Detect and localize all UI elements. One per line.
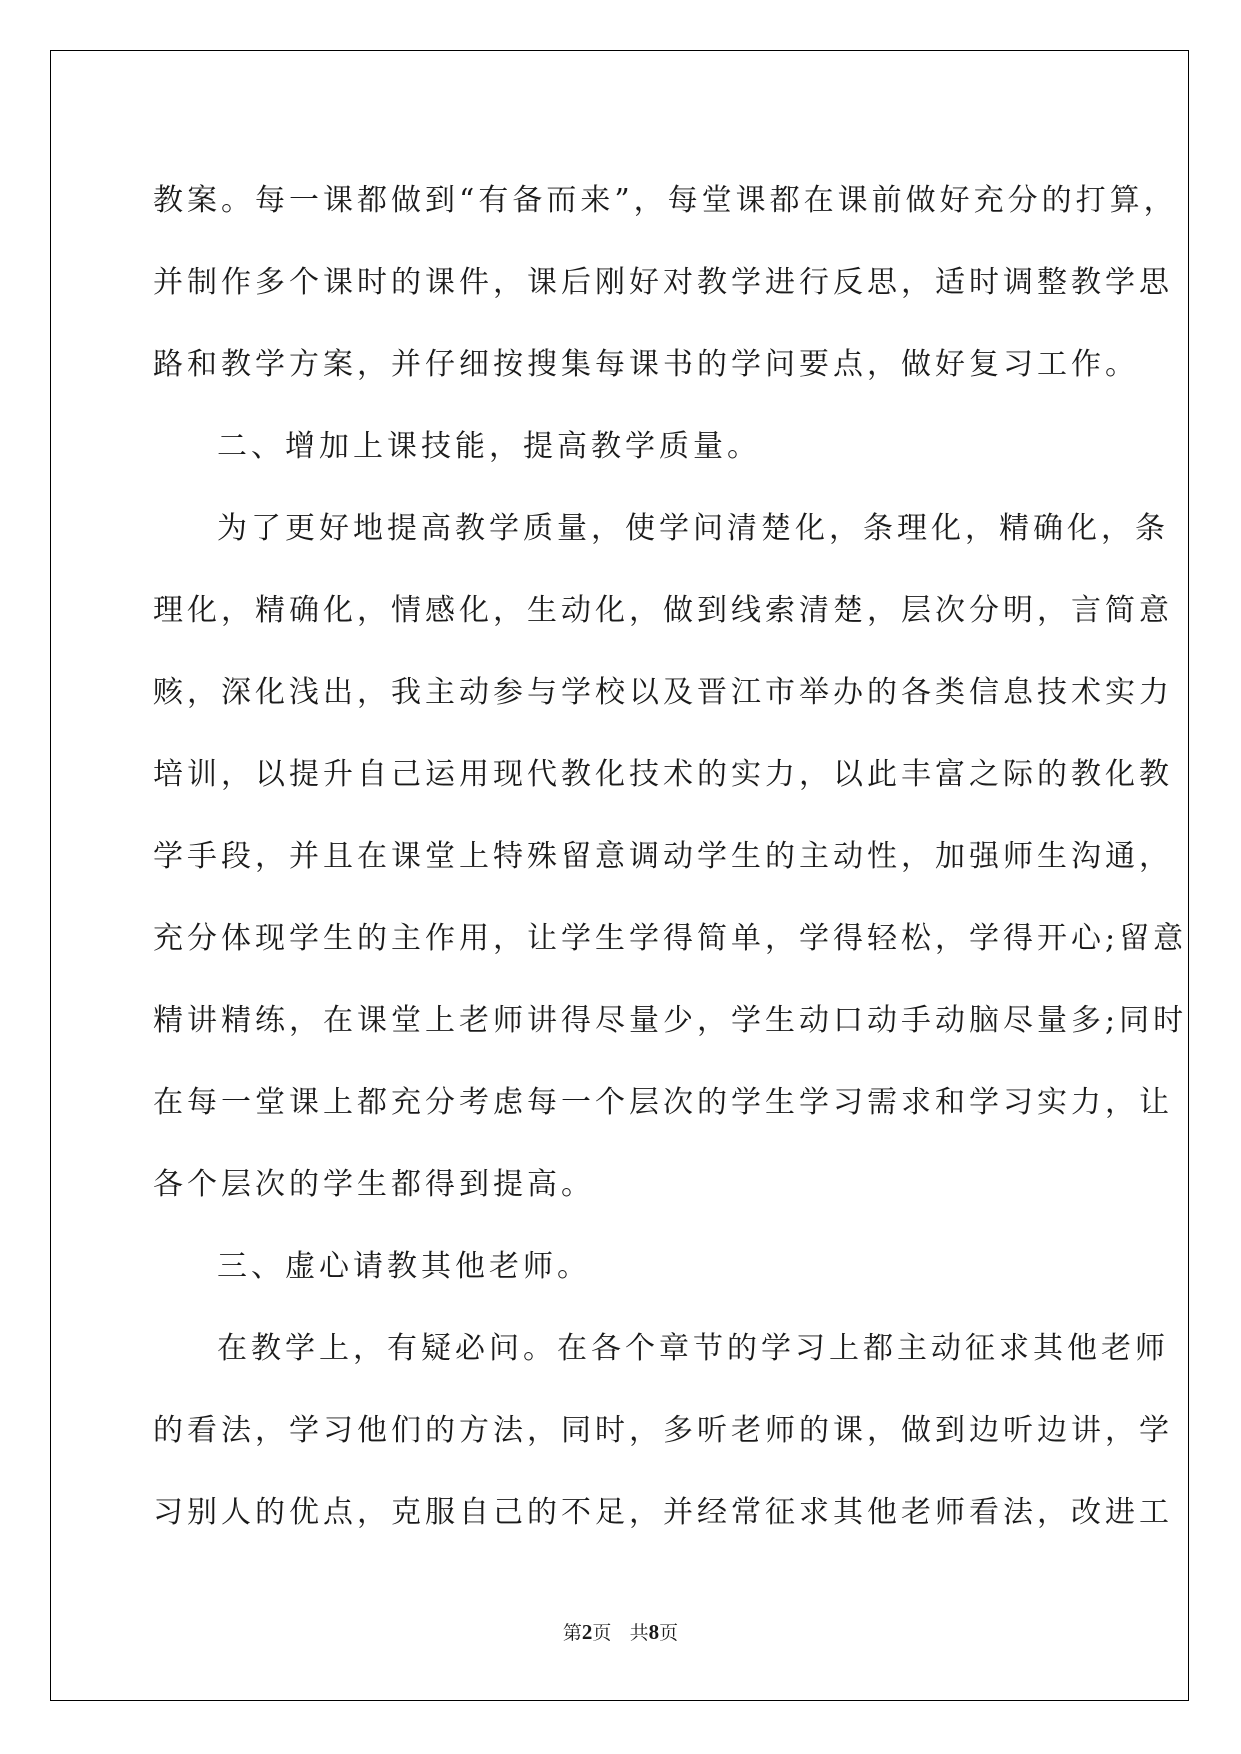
text-line: 习别人的优点，克服自己的不足，并经常征求其他老师看法，改进工 — [153, 1495, 1173, 1530]
text-line: 培训，以提升自己运用现代教化技术的实力，以此丰富之际的教化教 — [153, 757, 1173, 792]
total-prefix: 共 — [629, 1622, 649, 1644]
total-suffix: 页 — [659, 1622, 679, 1644]
total-pages: 8 — [648, 1620, 660, 1644]
section-heading: 二、增加上课技能，提高教学质量。 — [217, 429, 761, 464]
text-line: 并制作多个课时的课件，课后刚好对教学进行反思，适时调整教学思 — [153, 265, 1173, 300]
text-line: 的看法，学习他们的方法，同时，多听老师的课，做到边听边讲，学 — [153, 1413, 1173, 1448]
text-line: 为了更好地提高教学质量，使学问清楚化，条理化，精确化，条 — [217, 511, 1169, 546]
text-line: 学手段，并且在课堂上特殊留意调动学生的主动性，加强师生沟通， — [153, 839, 1173, 874]
page-suffix: 页 — [592, 1622, 612, 1644]
text-line: 赅，深化浅出，我主动参与学校以及晋江市举办的各类信息技术实力 — [153, 675, 1173, 710]
text-line: 各个层次的学生都得到提高。 — [153, 1167, 595, 1202]
document-body — [153, 160, 1188, 1554]
text-line: 精讲精练，在课堂上老师讲得尽量少，学生动口动手动脑尽量多;同时 — [153, 1003, 1188, 1038]
section-heading: 三、虚心请教其他老师。 — [217, 1249, 591, 1284]
text-line: 理化，精确化，情感化，生动化，做到线索清楚，层次分明，言简意 — [153, 593, 1173, 628]
text-line: 路和教学方案，并仔细按搜集每课书的学问要点，做好复习工作。 — [153, 347, 1139, 382]
text-line: 充分体现学生的主作用，让学生学得简单，学得轻松，学得开心;留意 — [153, 921, 1188, 956]
text-line: 在教学上，有疑必问。在各个章节的学习上都主动征求其他老师 — [217, 1331, 1169, 1366]
page-prefix: 第 — [562, 1622, 582, 1644]
text-line: 在每一堂课上都充分考虑每一个层次的学生学习需求和学习实力，让 — [153, 1085, 1173, 1120]
page-number: 2 — [581, 1620, 593, 1644]
text-line: 教案。每一课都做到“有备而来”，每堂课都在课前做好充分的打算， — [153, 183, 1178, 218]
page-footer — [0, 1618, 1241, 1645]
